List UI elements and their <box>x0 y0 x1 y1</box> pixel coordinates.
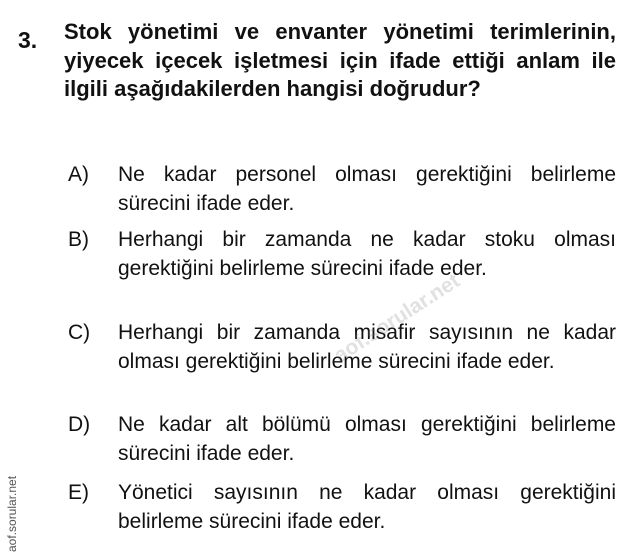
option-letter: D) <box>68 413 91 436</box>
option-text: Herhangi bir zamanda misafir sayısının ne kadar olması gerektiğini belirleme sürecini ifade eder. <box>118 321 616 373</box>
option-text: Herhangi bir zamanda ne kadar stoku olması gerektiğini belirleme sürecini ifade eder. <box>118 228 616 280</box>
option-text: Yönetici sayısının ne kadar olması gerektiğini belirleme sürecini ifade eder. <box>118 481 616 533</box>
option-letter: E) <box>68 481 89 504</box>
question-text: Stok yönetimi ve envanter yönetimi terimlerinin, yiyecek içecek işletmesi için ifade ettiği anlam ile ilgili aşağıdakilerden hangisi doğrudur? <box>64 19 616 101</box>
option-text: Ne kadar personel olması gerektiğini belirleme sürecini ifade eder. <box>118 163 616 215</box>
question-number: 3. <box>18 27 38 53</box>
watermark-side: aof.sorular.net <box>5 475 19 552</box>
option-letter: A) <box>68 163 89 186</box>
option-letter: B) <box>68 228 89 251</box>
option-letter: C) <box>68 321 91 344</box>
option-text: Ne kadar alt bölümü olması gerektiğini belirleme sürecini ifade eder. <box>118 413 616 465</box>
watermark-diagonal: aof.sorular.net <box>330 269 464 368</box>
